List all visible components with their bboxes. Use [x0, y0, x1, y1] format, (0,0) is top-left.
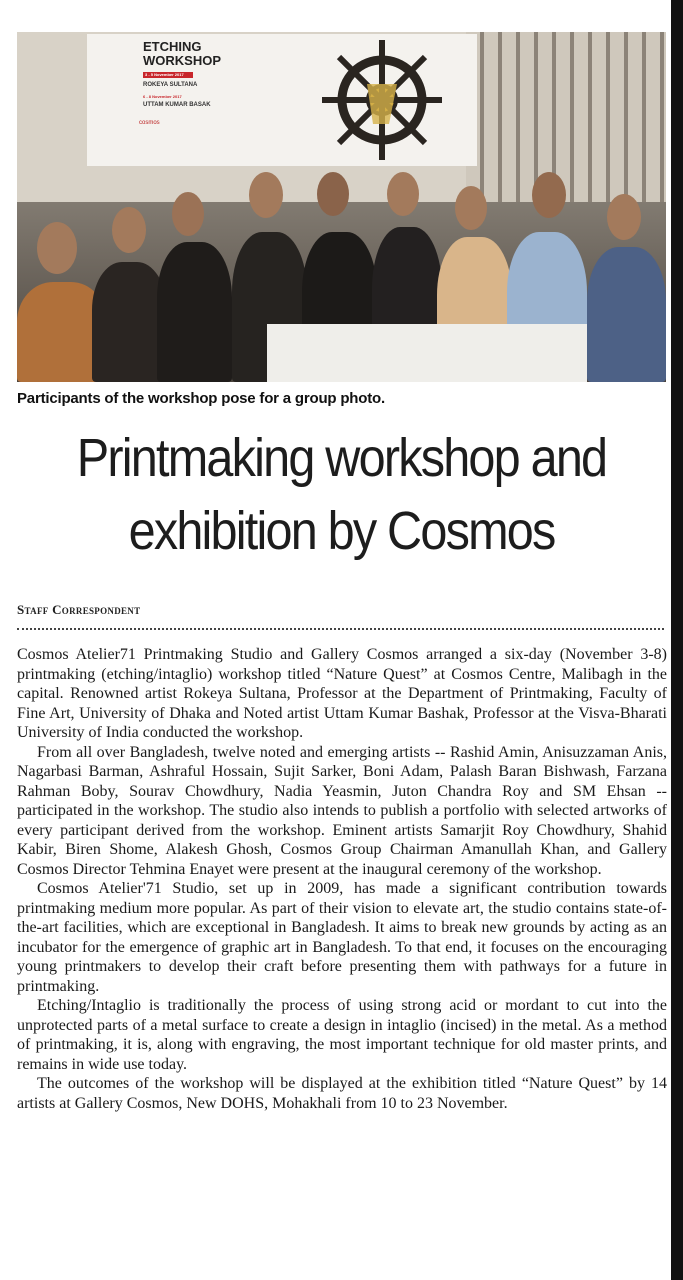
photo-caption: Participants of the workshop pose for a group photo. — [17, 390, 385, 407]
article-body — [17, 645, 667, 1113]
paragraph: Cosmos Atelier71 Printmaking Studio and Gallery Cosmos arranged a six-day (November 3-8) printmaking (etching/intaglio) workshop titled “Nature Quest” at Cosmos Centre, Malibagh in the capital. Renowned artist Rokeya Sultana, Professor at the Department of Printmaking, Faculty of Fine Art, University of Dhaka and Noted artist Uttam Kumar Bashak, Professor at the Visva-Bharati University of India conducted the workshop. — [17, 646, 667, 741]
banner-date-1: 3 - 5 November 2017 — [145, 72, 184, 77]
participant-head — [317, 172, 349, 216]
page-edge-bar — [671, 0, 683, 1280]
headline-line-1: Printmaking workshop and — [76, 428, 607, 488]
participant-head — [455, 186, 487, 230]
participant-head — [387, 172, 419, 216]
banner-logo: cosmos — [139, 120, 160, 126]
paragraph: Etching/Intaglio is traditionally the process of using strong acid or mordant to cut into the unprotected parts of a metal surface to create a design in intaglio (incised) in the metal. As a method of printmaking, it is, along with engraving, the most important technique for old master prints, and remains in wide use today. — [17, 997, 667, 1073]
workshop-banner — [87, 34, 477, 166]
byline: Staff Correspondent — [17, 602, 141, 617]
participant — [92, 262, 167, 382]
dotted-divider — [17, 628, 664, 630]
article-headline — [34, 422, 649, 568]
banner-date-2: 6 - 8 November 2017 — [143, 94, 182, 99]
participant-head — [172, 192, 204, 236]
workshop-table — [267, 324, 587, 382]
participant-head — [37, 222, 77, 274]
participant — [157, 242, 232, 382]
banner-title: ETCHING WORKSHOP — [143, 39, 221, 68]
participant-head — [532, 172, 566, 218]
paragraph: From all over Bangladesh, twelve noted and emerging artists -- Rashid Amin, Anisuzzaman Anis, Nagarbasi Barman, Ashraful Hossain, Sujit Sarker, Boni Adam, Palash Baran Bishwash, Farzana Rahman Boby, Sourav Chowdhury, Nadia Yeasmin, Juton Chandra Roy and SM Ehsan -- participated in the workshop. The studio also intends to publish a portfolio with selected artworks of every participant derived from the workshop. Eminent artists Samarjit Roy Chowdhury, Shahid Kabir, Biren Shome, Alakesh Ghosh, Cosmos Group Chairman Amanullah Khan, and Gallery Cosmos Director Tehmina Enayet were present at the inaugural ceremony of the workshop. — [17, 743, 667, 878]
participant — [587, 247, 666, 382]
participant-head — [112, 207, 146, 253]
headline-line-2: exhibition by Cosmos — [128, 501, 555, 561]
participant-head — [607, 194, 641, 240]
paragraph: The outcomes of the workshop will be displayed at the exhibition titled “Nature Quest” by 14 artists at Gallery Cosmos, New DOHS, Mohakhali from 10 to 23 November. — [17, 1075, 667, 1112]
banner-artist-2: UTTAM KUMAR BASAK — [143, 102, 211, 108]
ship-wheel-artwork — [317, 36, 447, 164]
group-photo — [17, 32, 666, 382]
paragraph: Cosmos Atelier'71 Studio, set up in 2009, has made a significant contribution towards printmaking medium more popular. As part of their vision to elevate art, the studio contains state-of-the-art facilities, which are exceptional in Bangladesh. It aims to break new grounds by acting as an incubator for the emergence of graphic art in Bangladesh. To that end, it focuses on the encouraging young printmakers to develop their craft before presenting them with pathways for a future in printmaking. — [17, 880, 667, 995]
banner-artist-1: ROKEYA SULTANA — [143, 82, 198, 88]
participant-head — [249, 172, 283, 218]
